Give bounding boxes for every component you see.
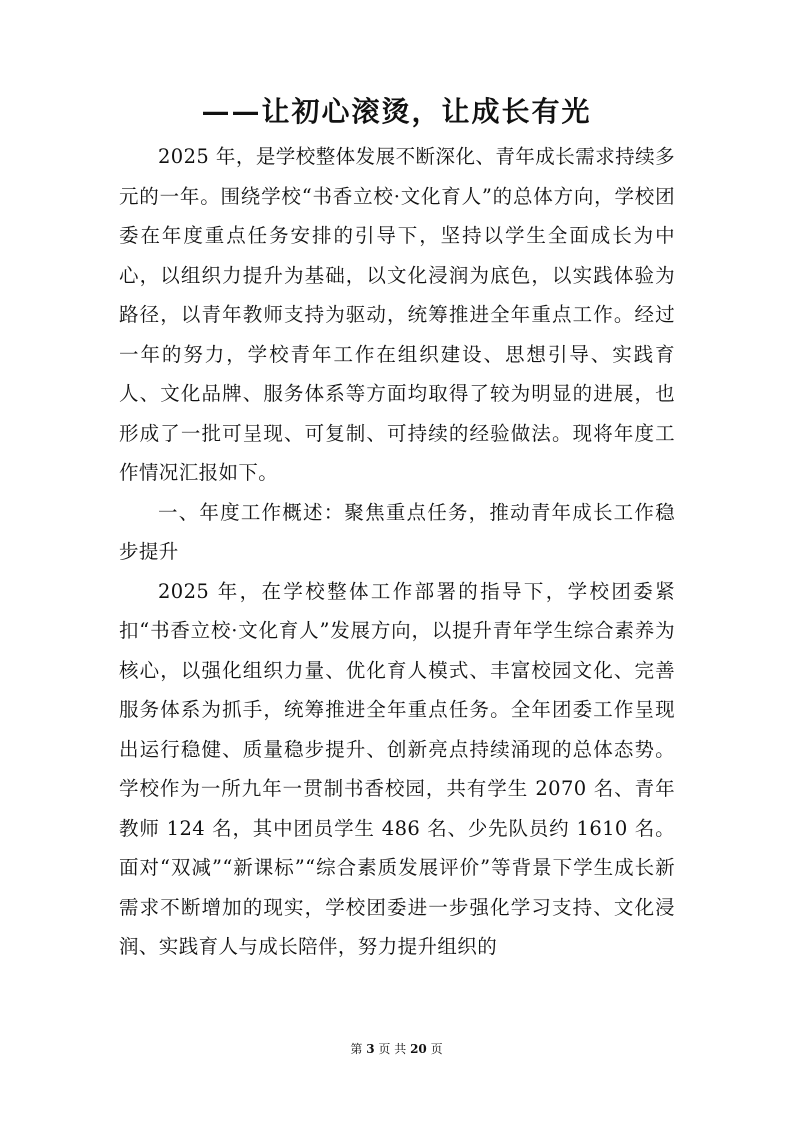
footer-middle: 页 共: [378, 1042, 407, 1056]
page-footer: [0, 1041, 793, 1057]
footer-suffix: 页: [430, 1042, 443, 1056]
current-page-number: 3: [366, 1042, 375, 1056]
document-body: [119, 137, 675, 967]
section-heading: 一、年度工作概述：聚焦重点任务，推动青年成长工作稳步提升: [119, 500, 675, 563]
intro-paragraph: 2025 年，是学校整体发展不断深化、青年成长需求持续多元的一年。围绕学校“书香立校·文化育人”的总体方向，学校团委在年度重点任务安排的引导下，坚持以学生全面成长为中心，以组织力提升为基础，以文化浸润为底色，以实践体验为路径，以青年教师支持为驱动，统筹推进全年重点工作。经过一年的努力，学校青年工作在组织建设、思想引导、实践育人、文化品牌、服务体系等方面均取得了较为明显的进展，也形成了一批可呈现、可复制、可持续的经验做法。现将年度工作情况汇报如下。: [119, 145, 675, 484]
document-title: ——让初心滚烫，让成长有光: [201, 95, 592, 128]
section-paragraph: 2025 年，在学校整体工作部署的指导下，学校团委紧扣“书香立校·文化育人”发展方向，以提升青年学生综合素养为核心，以强化组织力量、优化育人模式、丰富校园文化、完善服务体系为抓手，统筹推进全年重点任务。全年团委工作呈现出运行稳健、质量稳步提升、创新亮点持续涌现的总体态势。学校作为一所九年一贯制书香校园，共有学生 2070 名、青年教师 124 名，其中团员学生 486 名、少先队员约 1610 名。面对“双减”“新课标”“综合素质发展评价”等背景下学生成长新需求不断增加的现实，学校团委进一步强化学习支持、文化浸润、实践育人与成长陪伴，努力提升组织的: [119, 579, 675, 958]
footer-prefix: 第: [350, 1042, 363, 1056]
total-pages-number: 20: [410, 1042, 427, 1056]
